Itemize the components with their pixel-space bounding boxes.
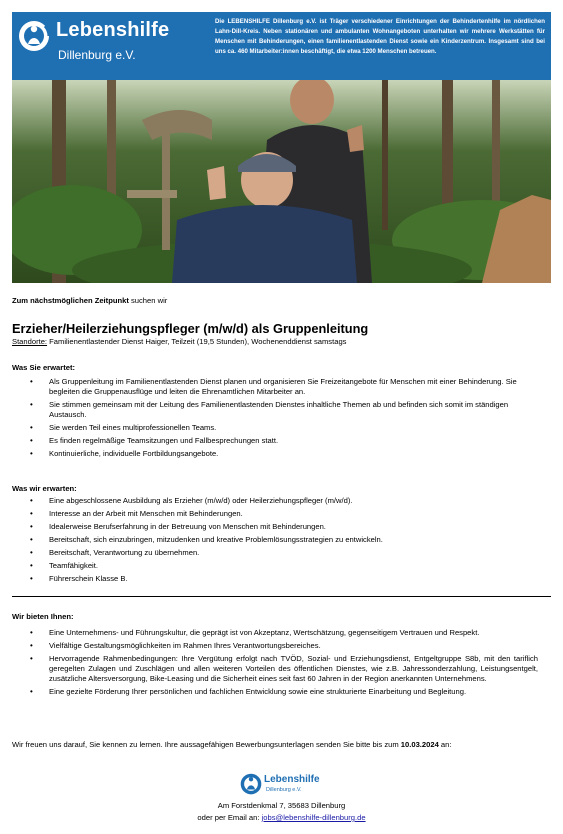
section-require-heading: Was wir erwarten: — [12, 484, 77, 493]
lebenshilfe-logo-icon — [18, 20, 50, 52]
closing-body: Wir freuen uns darauf, Sie kennen zu lernen. Ihre aussagefähigen Bewerbungsunterlagen senden Sie bitte bis zum — [12, 740, 401, 749]
list-item: • Eine abgeschlossene Ausbildung als Erzieher (m/w/d) oder Heilerziehungspfleger (m/w/d). — [30, 496, 538, 506]
email-prefix: oder per Email an: — [197, 813, 262, 822]
job-title-main: Erzieher/Heilerziehungspfleger (m/w/d) — [12, 321, 249, 336]
list-item: • Kontinuierliche, individuelle Fortbildungsangebote. — [30, 449, 538, 459]
list-item: • Eine gezielte Förderung Ihrer persönlichen und fachlichen Entwicklung sowie eine strukturierte Einarbeitung und Begleitung. — [30, 687, 538, 697]
list-item: • Idealerweise Berufserfahrung in der Betreuung von Menschen mit Behinderungen. — [30, 522, 538, 532]
list-item: • Bereitschaft, sich einzubringen, mitzudenken und kreative Problemlösungsstrategien zu entwickeln. — [30, 535, 538, 545]
organization-description: Die LEBENSHILFE Dillenburg e.V. ist Träger verschiedener Einrichtungen der Behindertenhilfe im nördlichen Lahn-Dill-Kreis. Neben stationären und ambulanten Wohnangeboten unterhalten wir mehrere Werkstätten für Menschen mit Behinderungen, einen familienentlastenden Dienst sowie ein Kinderzentrum. Insgesamt sind bei uns ca. 460 Mitarbeiter:innen beschäftigt, die etwa 1200 Menschen betreuen. — [215, 18, 545, 56]
section-require-list — [30, 496, 538, 587]
list-item: • Es finden regelmäßige Teamsitzungen und Fallbesprechungen statt. — [30, 436, 538, 446]
closing-text — [12, 740, 551, 750]
list-item: • Als Gruppenleitung im Familienentlastenden Dienst planen und organisieren Sie Freizeitangebote für Menschen mit einer Behinderung. Sie begleiten die Gruppenausflüge und leiten die Ehrenamtlichen Mitarbeiter an. — [30, 377, 538, 397]
intro-line — [12, 296, 551, 306]
section-offer-heading: Wir bieten Ihnen: — [12, 612, 74, 621]
footer-logo-city: Dillenburg e.V. — [266, 787, 302, 793]
list-item: • Vielfältige Gestaltungsmöglichkeiten im Rahmen Ihres Verantwortungsbereiches. — [30, 641, 538, 651]
intro-bold: Zum nächstmöglichen Zeitpunkt — [12, 296, 129, 305]
footer-address: Am Forstdenkmal 7, 35683 Dillenburg — [217, 801, 346, 810]
intro-rest: suchen wir — [128, 296, 168, 305]
forest-photo-image — [12, 80, 551, 283]
email-link[interactable]: jobs@lebenshilfe-dillenburg.de — [261, 813, 366, 822]
deadline-date: 10.03.2024 — [400, 740, 439, 749]
section-divider — [12, 596, 551, 597]
standorte-value: Familienentlastender Dienst Haiger, Teilzeit (19,5 Stunden), Wochenenddienst samstags — [47, 337, 347, 346]
logo-city: Dillenburg e.V. — [58, 48, 136, 62]
footer-logo-name: Lebenshilfe — [264, 774, 320, 785]
list-item: • Eine Unternehmens- und Führungskultur, die geprägt ist von Akzeptanz, Wertschätzung, gegenseitigem Vertrauen und Respekt. — [30, 628, 538, 638]
section-offer-list — [30, 628, 538, 700]
footer-email-line — [0, 812, 563, 824]
standorte-label: Standorte: — [12, 337, 48, 346]
section-expect-heading: Was Sie erwartet: — [12, 363, 76, 372]
job-intro — [12, 296, 551, 347]
list-item: • Hervorragende Rahmenbedingungen: Ihre Vergütung erfolgt nach TVÖD, Sozial- und Erziehungsdienst, Entgeltgruppe S8b, mit den tariflich geregelten Zulagen und Zuschlägen und allen weiteren Vorteilen des öffentlichen Dienstes, wie z.B. Jahressonderzahlung, Leistungsentgelt, zusätzliche Altersversorgung, Bike-Leasing und die Sicherheit eines seit fast 60 Jahren in der Region anerkannten Unternehmens. — [30, 654, 538, 684]
list-item: • Sie werden Teil eines multiprofessionellen Teams. — [30, 423, 538, 433]
standorte-line — [12, 337, 551, 347]
list-item: • Führerschein Klasse B. — [30, 574, 538, 584]
list-item: • Interesse an der Arbeit mit Menschen mit Behinderungen. — [30, 509, 538, 519]
job-title — [12, 321, 551, 336]
job-title-rest: als Gruppenleitung — [248, 321, 369, 336]
header-photo — [12, 80, 551, 283]
list-item: • Teamfähigkeit. — [30, 561, 538, 571]
header-banner — [12, 12, 551, 80]
lebenshilfe-footer-logo-icon — [240, 773, 262, 795]
section-expect-list — [30, 377, 538, 462]
closing-suffix: an: — [438, 740, 452, 749]
logo-name: Lebenshilfe — [56, 19, 170, 41]
list-item: • Sie stimmen gemeinsam mit der Leitung des Familienentlastenden Dienstes inhaltliche Themen ab und befinden sich somit im ständigen Austausch. — [30, 400, 538, 420]
lebenshilfe-logo — [18, 18, 188, 74]
footer-logo — [240, 773, 340, 799]
list-item: • Bereitschaft, Verantwortung zu übernehmen. — [30, 548, 538, 558]
